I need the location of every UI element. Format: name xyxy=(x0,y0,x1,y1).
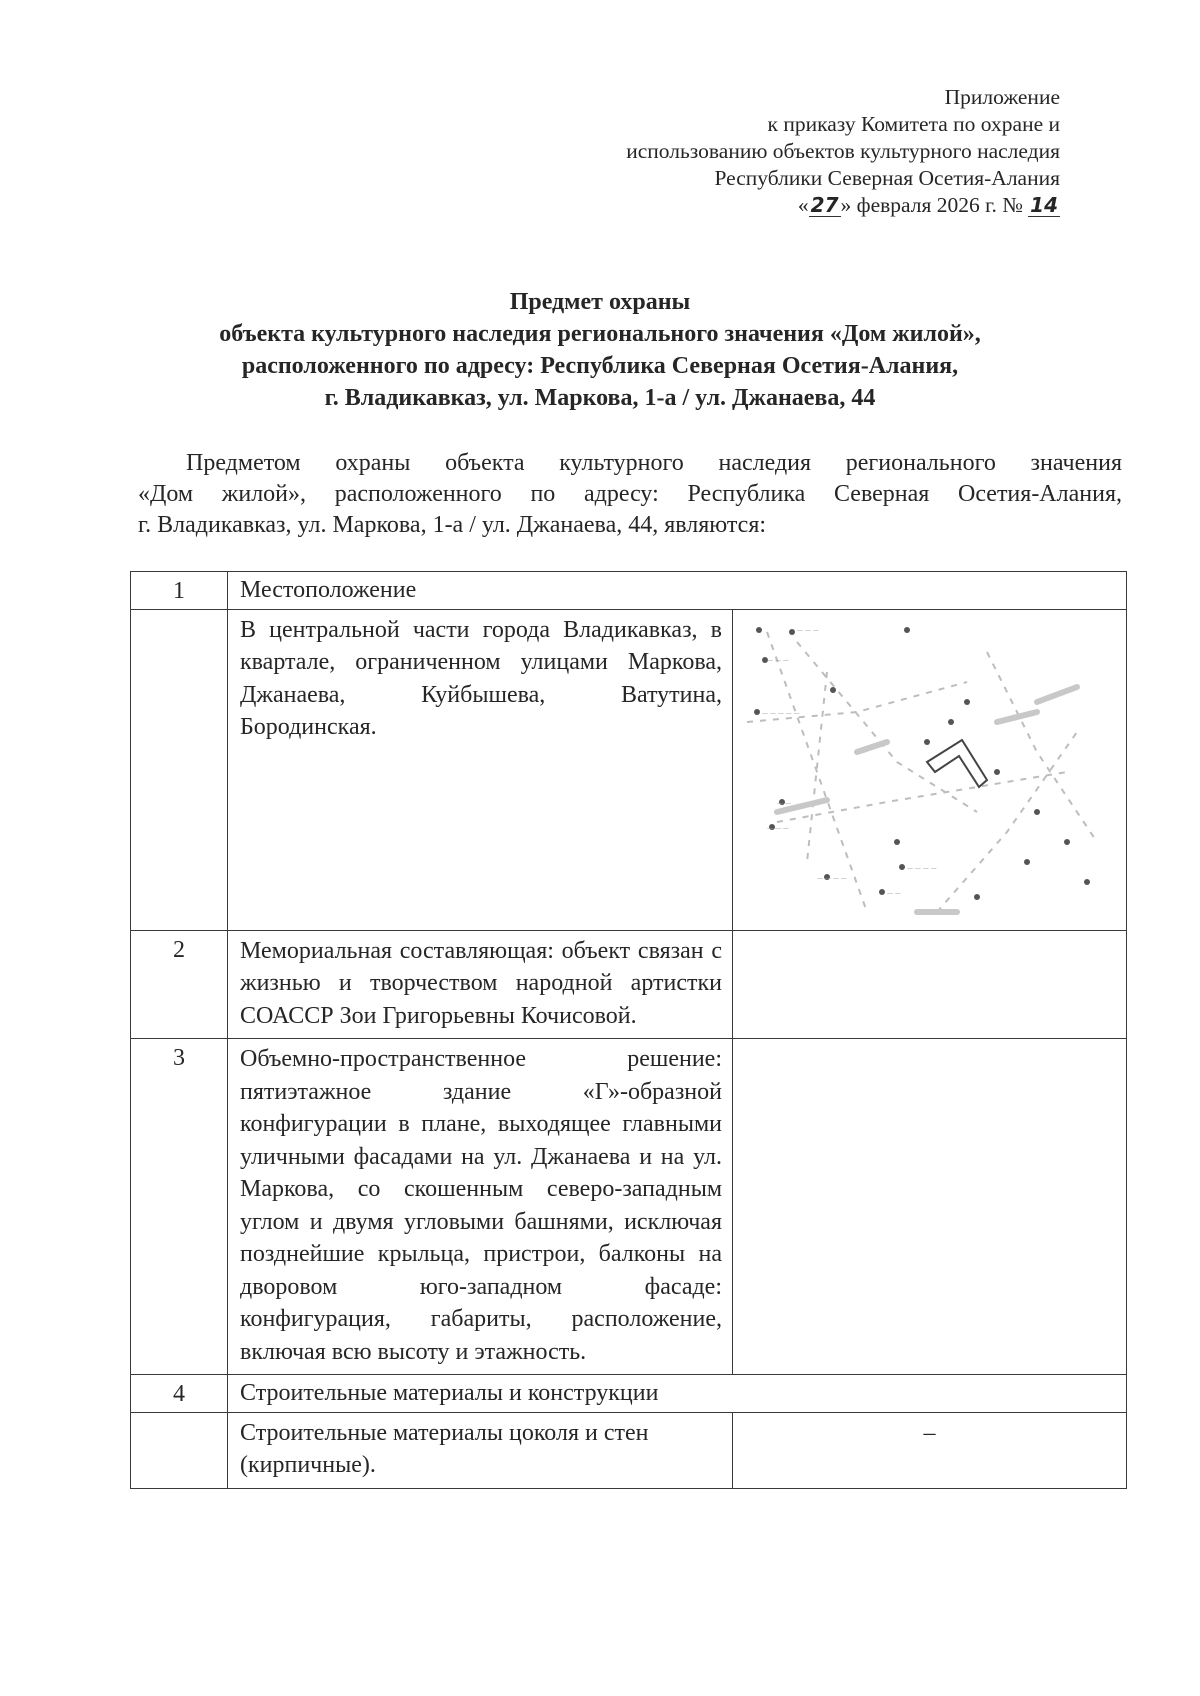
svg-text:— —: — — xyxy=(886,889,901,897)
table-row xyxy=(131,1412,1127,1488)
appendix-line: Приложение xyxy=(944,85,1060,109)
location-map-image xyxy=(737,612,1123,930)
appendix-line: к приказу Комитета по охране и xyxy=(767,112,1060,136)
location-map-cell xyxy=(733,609,1127,930)
svg-text:— —: — — xyxy=(776,799,791,807)
location-description: В центральной части города Владикавказ, в квартале, ограниченном улицами Маркова, Джанаева, Куйбышева, Ватутина, Бородинская. xyxy=(228,609,733,930)
table-row xyxy=(131,1375,1127,1413)
date-open-quote: « xyxy=(797,193,809,217)
intro-paragraph xyxy=(138,448,1122,541)
empty-image-cell xyxy=(733,1039,1127,1375)
document-title xyxy=(130,286,1070,414)
row-number: 2 xyxy=(131,930,228,1039)
intro-line: г. Владикавказ, ул. Маркова, 1-а / ул. Джанаева, 44, являются: xyxy=(138,512,767,538)
order-number-handwritten: 14 xyxy=(1030,193,1058,217)
row-number: 4 xyxy=(131,1375,228,1413)
appendix-date-line xyxy=(626,192,1060,219)
table-row xyxy=(131,609,1127,930)
svg-text:— — — — —: — — — — — xyxy=(761,709,800,717)
materials-image-cell xyxy=(733,1412,1127,1488)
appendix-line: Республики Северная Осетия-Алания xyxy=(714,166,1060,190)
volume-spatial-description: Объемно-пространственное решение: пятиэтажное здание «Г»-образной конфигурации в плане, выходящее главными уличными фасадами на ул. Джанаева и на ул. Маркова, со скошенным северо-западным углом и двумя угловыми башнями, исключая позднейшие крыльца, пристрои, балконы на дворовом юго-западном фасаде: конфигурация, габариты, расположение, включая всю высоту и этажность. xyxy=(228,1039,733,1375)
title-line: Предмет охраны xyxy=(509,289,691,315)
dash-placeholder: – xyxy=(923,1419,936,1446)
empty-image-cell xyxy=(733,930,1127,1039)
appendix-line: использованию объектов культурного наследия xyxy=(626,139,1060,163)
section-header-materials: Строительные материалы и конструкции xyxy=(228,1375,1127,1413)
row-number: 3 xyxy=(131,1039,228,1375)
table-row xyxy=(131,572,1127,610)
svg-text:— — —: — — — xyxy=(766,824,789,832)
memorial-description: Мемориальная составляющая: объект связан с жизнью и творчеством народной артистки СОАССР Зои Григорьевны Кочисовой. xyxy=(228,930,733,1039)
svg-text:— — —: — — — xyxy=(796,626,819,634)
title-line: расположенного по адресу: Республика Северная Осетия-Алания, xyxy=(241,353,959,379)
table-row xyxy=(131,930,1127,1039)
section-header-location: Местоположение xyxy=(228,572,1127,610)
order-day-handwritten: 27 xyxy=(810,193,839,217)
intro-line: «Дом жилой», расположенного по адресу: Республика Северная Осетия-Алания, xyxy=(138,481,1122,507)
appendix-header xyxy=(626,84,1060,219)
row-number: 1 xyxy=(131,572,228,610)
materials-description: Строительные материалы цоколя и стен (кирпичные). xyxy=(228,1412,733,1488)
table-row xyxy=(131,1039,1127,1375)
title-line: г. Владикавказ, ул. Маркова, 1-а / ул. Джанаева, 44 xyxy=(324,385,876,411)
empty-number-cell xyxy=(131,609,228,930)
empty-number-cell xyxy=(131,1412,228,1488)
intro-line: Предметом охраны объекта культурного наследия регионального значения xyxy=(186,450,1122,476)
protection-subject-table xyxy=(130,571,1127,1489)
svg-text:— — — —: — — — — xyxy=(816,874,847,882)
svg-text:— — —: — — — xyxy=(766,656,789,664)
title-line: объекта культурного наследия регионального значения «Дом жилой», xyxy=(219,321,981,347)
svg-text:— — — —: — — — — xyxy=(906,864,937,872)
date-month-year: » февраля 2026 г. № xyxy=(840,193,1023,217)
